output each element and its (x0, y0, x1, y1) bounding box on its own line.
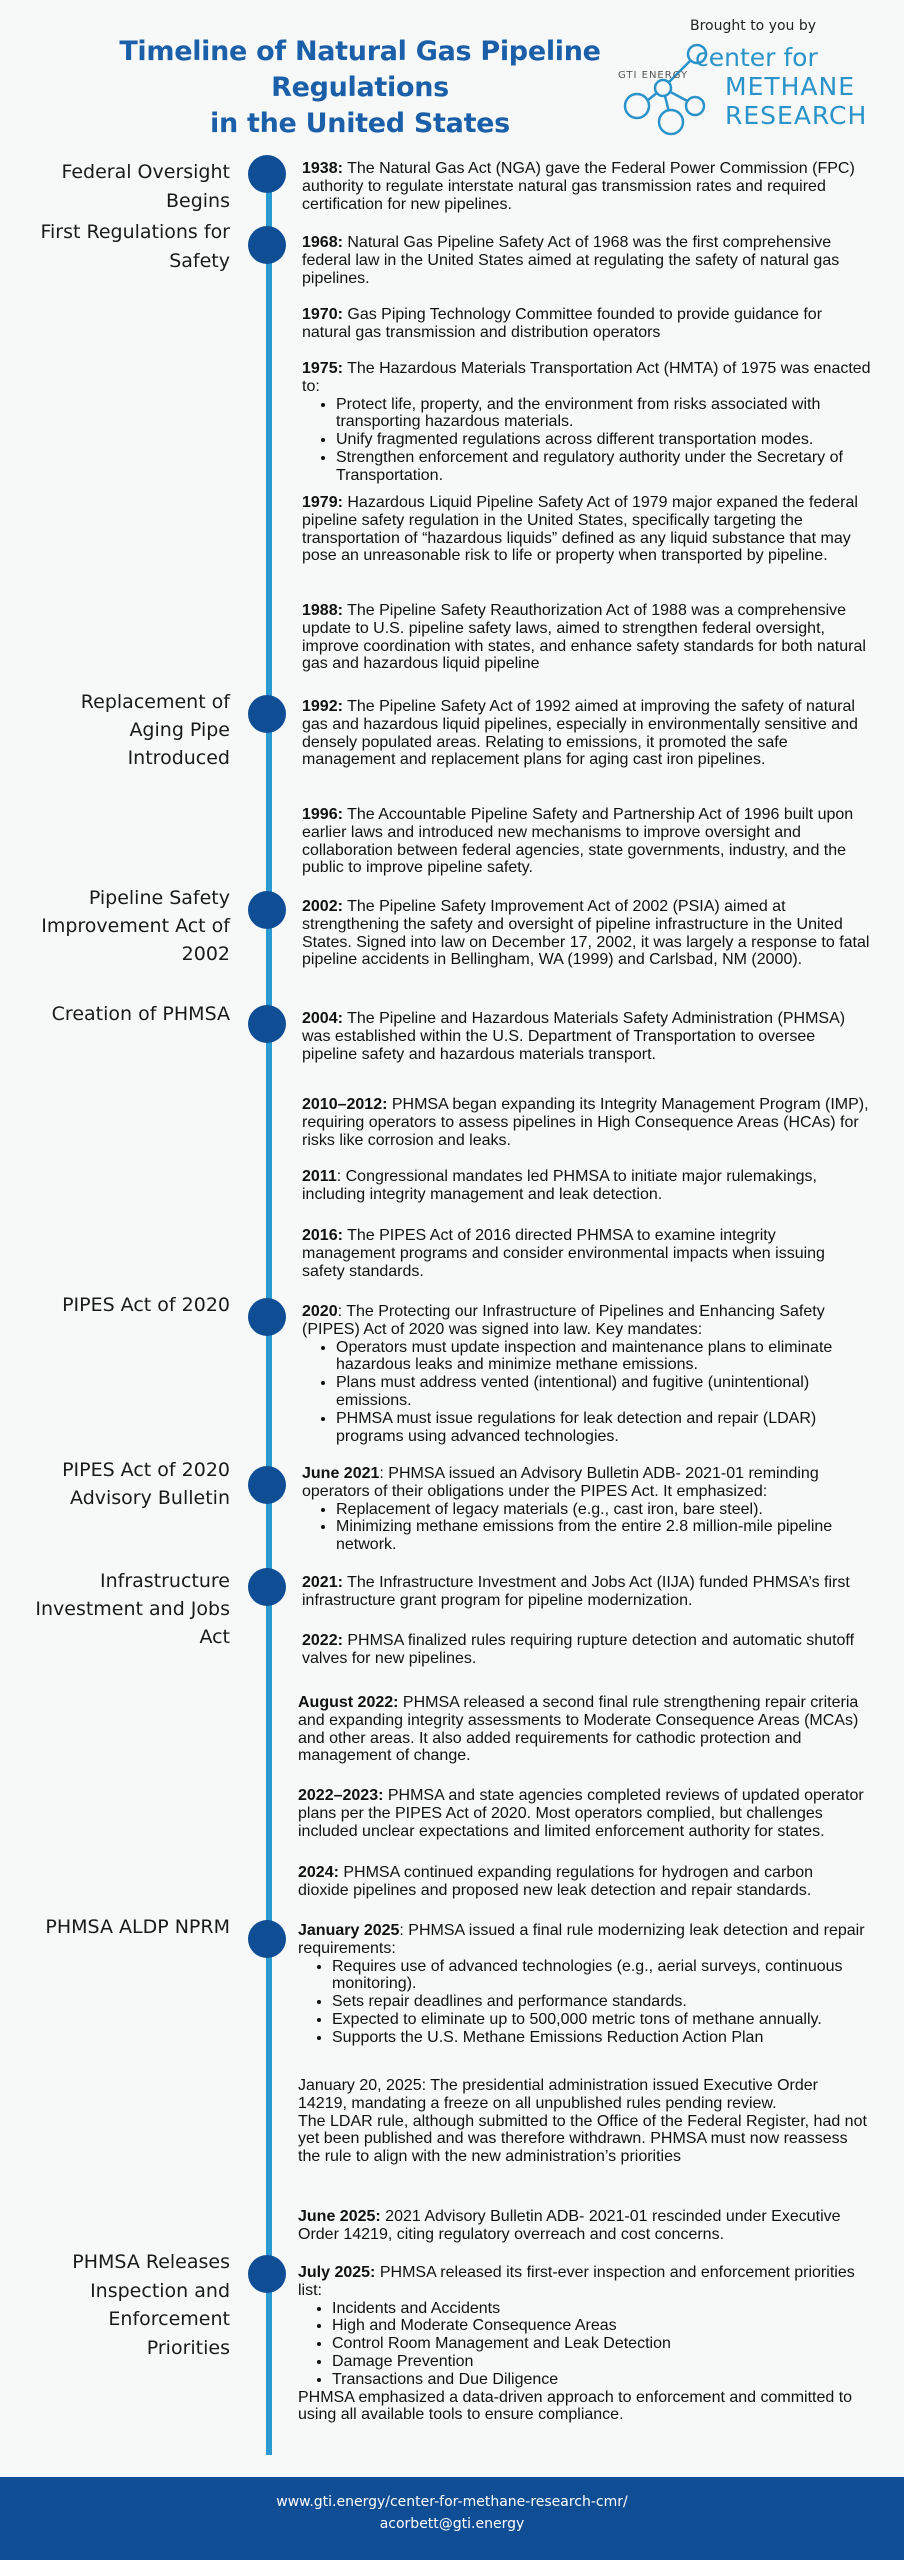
list-item: • Incidents and Accidents (332, 2300, 868, 2318)
list-item: • Minimizing methane emissions from the entire 2.8 million-mile pipeline network. (336, 1518, 872, 1554)
entry-july-2025: July 2025: PHMSA released its first-ever inspection and enforcement priorities list: • Incidents and Accidents • High and Moderate Consequence Areas • Control Room Management and Leak Detection • Damage Prevention • Transactions and Due Diligence PHMSA emphasized a data-driven approach to enforcement and committed to using all available tools to ensure compliance. (298, 2264, 868, 2424)
label-creation-phmsa: Creation of PHMSA (51, 1003, 230, 1025)
list-item: • Transactions and Due Diligence (332, 2371, 868, 2389)
entry-2022-2023: 2022–2023: PHMSA and state agencies completed reviews of updated operator plans per the PIPES Act of 2020. Most operators complied, but challenges included unclear expectations and limited enforcement authority for states. (298, 1787, 864, 1840)
entry-january-2025: January 2025: PHMSA issued a final rule modernizing leak detection and repair requirements: • Requires use of advanced technologies (e.g., aerial surveys, continuous monitoring). • Sets repair deadlines and performance standards. • Expected to eliminate up to 500,000 metric tons of methane annually. • Supports the U.S. Methane Emissions Reduction Action Plan (298, 1922, 868, 2047)
entry-1992: 1992: The Pipeline Safety Act of 1992 aimed at improving the safety of natural gas and hazardous liquid pipelines, especially in environmentally sensitive and densely populated areas. Relating to emissions, it promoted the safe management and replacement plans for aging cast iron pipelines. (302, 698, 858, 769)
cmr-logo (615, 38, 885, 138)
list-item: • Requires use of advanced technologies (e.g., aerial surveys, continuous monitoring). (332, 1958, 868, 1994)
list-item: • Protect life, property, and the environment from risks associated with transporting hazardous materials. (336, 396, 872, 432)
label-pipes-2020: PIPES Act of 2020 (62, 1294, 230, 1316)
label-pipes-advisory-bulletin: PIPES Act of 2020 Advisory Bulletin (62, 1459, 230, 1509)
gti-energy-text: GTI ENERGY (618, 70, 689, 81)
label-phmsa-priorities: PHMSA Releases Inspection and Enforcement Priorities (72, 2251, 230, 2359)
entry-1979: 1979: Hazardous Liquid Pipeline Safety Act of 1979 major expaned the federal pipeline safety regulation in the United States, specifically targeting the transportation of “hazardous liquids” defined as any liquid substance that may pose an unreasonable risk to life or property when transported by pipeline. (302, 494, 858, 565)
entry-1968: 1968: Natural Gas Pipeline Safety Act of 1968 was the first comprehensive federal law in the United States aimed at regulating the safety of natural gas pipelines. (302, 234, 840, 287)
label-psia-2002: Pipeline Safety Improvement Act of 2002 (41, 887, 230, 965)
entry-2024: 2024: PHMSA continued expanding regulations for hydrogen and carbon dioxide pipelines and proposed new leak detection and repair standards. (298, 1864, 814, 1899)
list-item: • Unify fragmented regulations across different transportation modes. (336, 431, 872, 449)
title-line-2: in the United States (210, 108, 510, 139)
entry-2010-2012: 2010–2012: PHMSA began expanding its Integrity Management Program (IMP), requiring operators to assess pipelines in High Consequence Areas (HCAs) for risks like corrosion and leaks. (302, 1096, 869, 1149)
timeline-dot (248, 226, 286, 264)
list-item: • Control Room Management and Leak Detection (332, 2335, 868, 2353)
label-first-regulations: First Regulations for Safety (40, 221, 230, 272)
footer-url[interactable]: www.gti.energy/center-for-methane-research-cmr/ (276, 2494, 628, 2510)
timeline-dot (248, 2255, 286, 2293)
list-item: • Sets repair deadlines and performance standards. (332, 1993, 868, 2011)
label-replacement-aging-pipe: Replacement of Aging Pipe Introduced (80, 691, 230, 769)
list-item: • Strengthen enforcement and regulatory authority under the Secretary of Transportation. (336, 449, 872, 485)
timeline-dot (248, 1568, 286, 1606)
list-item: • PHMSA must issue regulations for leak detection and repair (LDAR) programs using advanced technologies. (336, 1410, 872, 1446)
entry-january-20-2025: January 20, 2025: The presidential administration issued Executive Order 14219, mandating a freeze on all unpublished rules pending review. The LDAR rule, although submitted to the Office of the Federal Register, had not yet been published and was therefore withdrawn. PHMSA must now reassess the rule to align with the new administration’s priorities (298, 2077, 867, 2166)
label-federal-oversight: Federal Oversight Begins (61, 161, 230, 212)
timeline-dot (248, 1298, 286, 1336)
entry-2022: 2022: PHMSA finalized rules requiring rupture detection and automatic shutoff valves for new pipelines. (302, 1632, 855, 1667)
entry-2002: 2002: The Pipeline Safety Improvement Act of 2002 (PSIA) aimed at strengthening the safety and oversight of pipeline infrastructure in the United States. Signed into law on December 17, 2002, it was largely a response to fatal pipeline accidents in Bellingham, WA (1999) and Carlsbad, NM (2000). (302, 898, 870, 969)
timeline-dot (248, 1005, 286, 1043)
label-iija: Infrastructure Investment and Jobs Act (35, 1570, 230, 1648)
entry-1996: 1996: The Accountable Pipeline Safety and Partnership Act of 1996 built upon earlier laws and introduced new mechanisms to improve oversight and collaboration between federal agencies, state governments, industry, and the public to improve pipeline safety. (302, 806, 854, 877)
entry-1988: 1988: The Pipeline Safety Reauthorization Act of 1988 was a comprehensive update to U.S. pipeline safety laws, aimed to strengthen federal oversight, improve coordination with states, and enhance safety standards for both natural gas and hazardous liquid pipeline (302, 602, 866, 673)
entry-1975: 1975: The Hazardous Materials Transportation Act (HMTA) of 1975 was enacted to: • Protect life, property, and the environment from risks associated with transporting hazardous materials. • Unify fragmented regulations across different transportation modes. • Strengthen enforcement and regulatory authority under the Secretary of Transportation. (302, 360, 872, 485)
list-item: • Supports the U.S. Methane Emissions Reduction Action Plan (332, 2029, 868, 2047)
page-title (60, 34, 660, 142)
entry-august-2022: August 2022: PHMSA released a second final rule strengthening repair criteria and expanding integrity assessments to Moderate Consequence Areas (MCAs) and other areas. It also added requirements for cathodic protection and management of change. (298, 1694, 859, 1765)
entry-2004: 2004: The Pipeline and Hazardous Materials Safety Administration (PHMSA) was established within the U.S. Department of Transportation to oversee pipeline safety and hazardous materials transport. (302, 1010, 846, 1063)
timeline-dot (248, 891, 286, 929)
list-item: • Expected to eliminate up to 500,000 metric tons of methane annually. (332, 2011, 868, 2029)
logo-text-research: RESEARCH (725, 101, 868, 130)
entry-june-2025: June 2025: 2021 Advisory Bulletin ADB- 2021-01 rescinded under Executive Order 14219, citing regulatory overreach and cost concerns. (298, 2208, 841, 2243)
footer (0, 2477, 904, 2560)
timeline-dot (248, 1466, 286, 1504)
logo-text-methane: METHANE (725, 72, 856, 101)
title-line-1: Timeline of Natural Gas Pipeline Regulations (119, 36, 601, 103)
timeline-dot (248, 1920, 286, 1958)
list-item: • Plans must address vented (intentional) and fugitive (unintentional) emissions. (336, 1374, 872, 1410)
logo-text-center-for: center for (695, 43, 818, 72)
list-item: • Damage Prevention (332, 2353, 868, 2371)
entry-2016: 2016: The PIPES Act of 2016 directed PHMSA to examine integrity management programs and consider environmental impacts when issuing safety standards. (302, 1227, 825, 1280)
list-item: • High and Moderate Consequence Areas (332, 2317, 868, 2335)
footer-email[interactable]: acorbett@gti.energy (379, 2516, 525, 2532)
entry-1970: 1970: Gas Piping Technology Committee founded to provide guidance for natural gas transmission and distribution operators (302, 306, 823, 341)
list-item: • Replacement of legacy materials (e.g., cast iron, bare steel). (336, 1501, 872, 1519)
timeline-dot (248, 695, 286, 733)
label-phmsa-aldp-nprm: PHMSA ALDP NPRM (45, 1916, 230, 1938)
entry-1938: 1938: The Natural Gas Act (NGA) gave the Federal Power Commission (FPC) authority to regulate interstate natural gas transmission rates and required certification for new pipelines. (302, 160, 855, 213)
entry-june-2021: June 2021: PHMSA issued an Advisory Bulletin ADB- 2021-01 reminding operators of their obligations under the PIPES Act. It emphasized: • Replacement of legacy materials (e.g., cast iron, bare steel). • Minimizing methane emissions from the entire 2.8 million-mile pipeline network. (302, 1465, 872, 1554)
entry-2020: 2020: The Protecting our Infrastructure of Pipelines and Enhancing Safety (PIPES) Act of 2020 was signed into law. Key mandates: • Operators must update inspection and maintenance plans to eliminate hazardous leaks and minimize methane emissions. • Plans must address vented (intentional) and fugitive (unintentional) emissions. • PHMSA must issue regulations for leak detection and repair (LDAR) programs using advanced technologies. (302, 1303, 872, 1445)
entry-2021: 2021: The Infrastructure Investment and Jobs Act (IIJA) funded PHMSA’s first infrastructure grant program for pipeline modernization. (302, 1574, 850, 1609)
list-item: • Operators must update inspection and maintenance plans to eliminate hazardous leaks and minimize methane emissions. (336, 1339, 872, 1375)
entry-2011: 2011: Congressional mandates led PHMSA to initiate major rulemakings, including integrity management and leak detection. (302, 1168, 817, 1203)
timeline-dot (248, 155, 286, 193)
brought-by-text: Brought to you by (690, 18, 817, 34)
